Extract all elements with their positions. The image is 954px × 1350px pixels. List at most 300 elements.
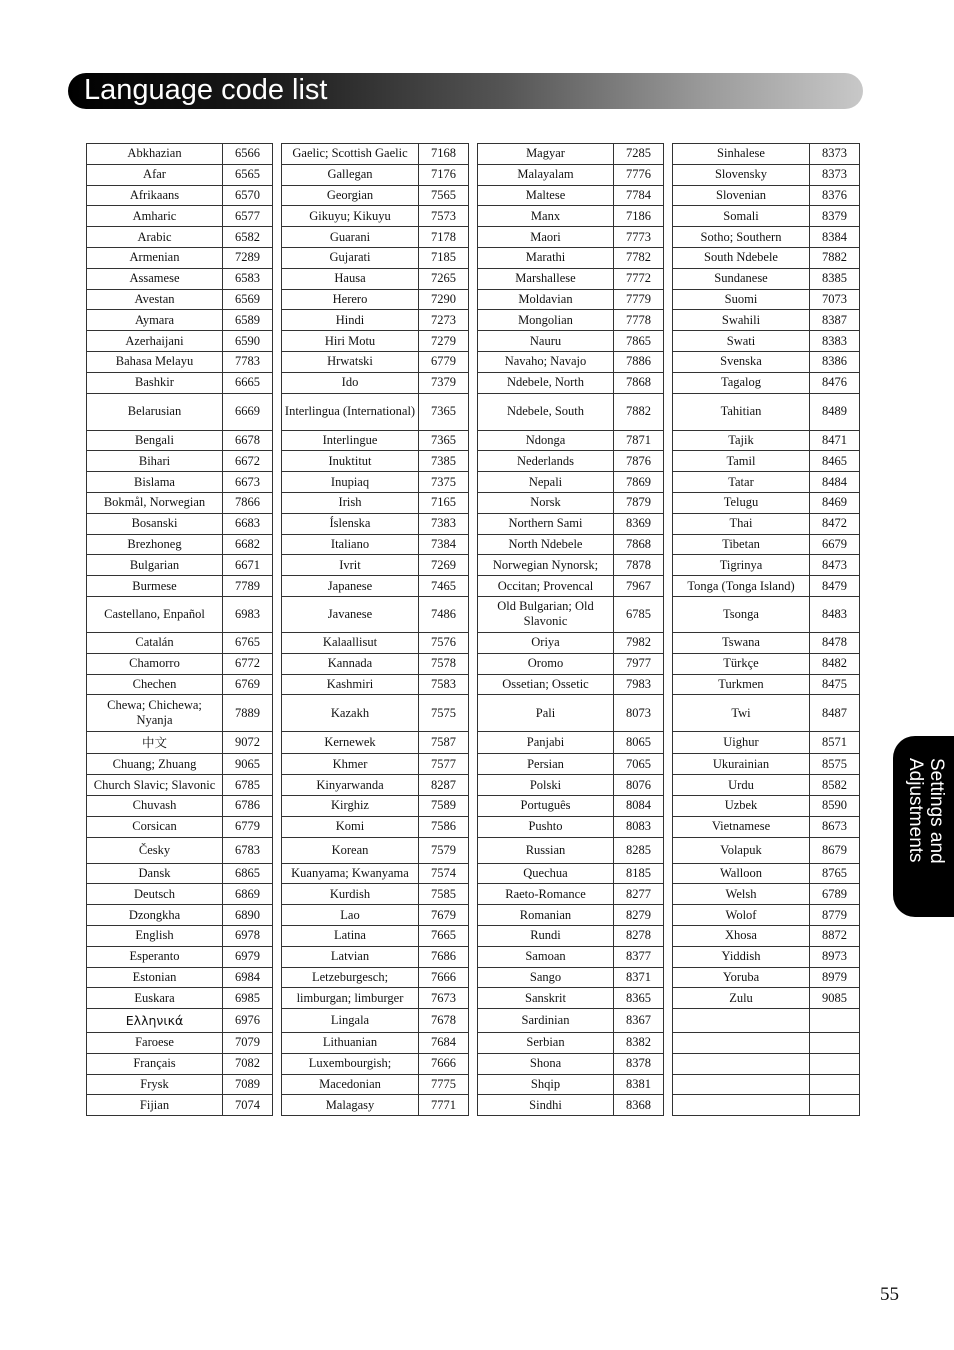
language-code: 6683 <box>223 514 273 534</box>
language-name: Samoan <box>478 947 614 967</box>
language-name: Burmese <box>87 576 223 596</box>
language-code: 8383 <box>810 331 860 351</box>
language-name: Turkmen <box>673 675 810 695</box>
language-name: Twi <box>673 695 810 731</box>
language-code: 8489 <box>810 394 860 430</box>
table-row <box>478 597 664 633</box>
language-name: Georgian <box>282 186 419 206</box>
table-row <box>673 394 860 431</box>
table-row <box>478 1075 664 1096</box>
language-name: Avestan <box>87 290 223 310</box>
language-code: 7879 <box>614 493 664 513</box>
table-row <box>282 451 469 472</box>
language-code: 7384 <box>419 535 469 555</box>
table-row <box>87 597 273 633</box>
language-name: Latvian <box>282 947 419 967</box>
language-code: 7583 <box>419 675 469 695</box>
language-name: Afar <box>87 165 223 185</box>
table-row <box>478 1095 664 1116</box>
language-name: Amharic <box>87 206 223 226</box>
language-name: Komi <box>282 817 419 837</box>
language-name: Marathi <box>478 248 614 268</box>
table-row <box>478 394 664 431</box>
language-code: 7365 <box>419 431 469 451</box>
language-code: 7684 <box>419 1033 469 1053</box>
table-row <box>87 884 273 905</box>
table-row <box>478 331 664 352</box>
language-code: 8478 <box>810 633 860 653</box>
language-code: 8076 <box>614 775 664 795</box>
language-name: Tagalog <box>673 373 810 393</box>
table-row <box>673 331 860 352</box>
language-name: Magyar <box>478 144 614 164</box>
table-row <box>87 248 273 269</box>
language-code: 8368 <box>614 1095 664 1115</box>
table-row <box>673 926 860 947</box>
language-code: 8465 <box>810 451 860 471</box>
language-name: Castellano, Enpañol <box>87 597 223 632</box>
language-name: Bengali <box>87 431 223 451</box>
language-name: Kirghiz <box>282 796 419 816</box>
table-row <box>87 968 273 989</box>
language-name: Afrikaans <box>87 186 223 206</box>
language-code: 7574 <box>419 864 469 884</box>
language-name: Serbian <box>478 1033 614 1053</box>
table-row <box>282 1095 469 1116</box>
language-name: Swati <box>673 331 810 351</box>
table-row <box>87 633 273 654</box>
language-name <box>673 1033 810 1053</box>
language-code: 7772 <box>614 269 664 289</box>
table-row <box>673 373 860 394</box>
table-row <box>673 576 860 597</box>
language-name <box>673 1009 810 1032</box>
language-name: limburgan; limburger <box>282 988 419 1008</box>
language-name: Česky <box>87 838 223 863</box>
language-code: 8575 <box>810 754 860 774</box>
language-code: 7587 <box>419 732 469 753</box>
language-name: Chechen <box>87 675 223 695</box>
table-row <box>282 394 469 431</box>
language-name: Chuvash <box>87 796 223 816</box>
language-code: 8590 <box>810 796 860 816</box>
table-row <box>87 695 273 732</box>
language-code: 7771 <box>419 1095 469 1115</box>
table-row <box>87 144 273 165</box>
language-code <box>810 1033 860 1053</box>
language-name: Sango <box>478 968 614 988</box>
language-name: Aymara <box>87 310 223 330</box>
language-name: Slovenian <box>673 186 810 206</box>
language-name: Ivrit <box>282 555 419 575</box>
language-code: 7273 <box>419 310 469 330</box>
table-row <box>478 576 664 597</box>
table-row <box>87 947 273 968</box>
language-code: 8385 <box>810 269 860 289</box>
table-row <box>87 1075 273 1096</box>
language-name: Khmer <box>282 754 419 774</box>
language-code: 8367 <box>614 1009 664 1032</box>
language-name: Lingala <box>282 1009 419 1032</box>
table-row <box>478 1033 664 1054</box>
language-code: 7265 <box>419 269 469 289</box>
language-code: 6669 <box>223 394 273 430</box>
table-row <box>87 227 273 248</box>
language-code: 7575 <box>419 695 469 731</box>
language-code: 7783 <box>223 352 273 372</box>
language-code: 7375 <box>419 472 469 492</box>
table-row <box>87 1095 273 1116</box>
language-code: 7185 <box>419 248 469 268</box>
language-code: 7784 <box>614 186 664 206</box>
language-code: 8083 <box>614 817 664 837</box>
table-row <box>478 514 664 535</box>
language-code: 9065 <box>223 754 273 774</box>
table-row <box>673 1009 860 1033</box>
table-row <box>87 352 273 373</box>
table-row <box>282 206 469 227</box>
language-code: 6672 <box>223 451 273 471</box>
table-row <box>87 431 273 452</box>
table-row <box>478 472 664 493</box>
language-name: Gallegan <box>282 165 419 185</box>
language-name: Kinyarwanda <box>282 775 419 795</box>
language-code: 8369 <box>614 514 664 534</box>
language-code: 6869 <box>223 884 273 904</box>
table-row <box>282 373 469 394</box>
language-name: Northern Sami <box>478 514 614 534</box>
language-code: 8382 <box>614 1033 664 1053</box>
language-code: 7586 <box>419 817 469 837</box>
language-name: Pali <box>478 695 614 731</box>
language-code: 8373 <box>810 165 860 185</box>
table-row <box>282 988 469 1009</box>
table-row <box>478 732 664 754</box>
language-name: Japanese <box>282 576 419 596</box>
language-name: Javanese <box>282 597 419 632</box>
language-code: 6865 <box>223 864 273 884</box>
language-code: 7577 <box>419 754 469 774</box>
language-name: Guarani <box>282 227 419 247</box>
table-row <box>478 1009 664 1033</box>
language-name: Thai <box>673 514 810 534</box>
table-row <box>87 838 273 864</box>
table-row <box>673 310 860 331</box>
language-code: 7486 <box>419 597 469 632</box>
table-row <box>87 864 273 885</box>
table-row <box>282 431 469 452</box>
language-name: Sanskrit <box>478 988 614 1008</box>
table-row <box>282 817 469 838</box>
language-name: Korean <box>282 838 419 863</box>
language-code: 8979 <box>810 968 860 988</box>
language-code: 7882 <box>614 394 664 430</box>
language-code: 8073 <box>614 695 664 731</box>
table-row <box>673 732 860 754</box>
table-row <box>478 206 664 227</box>
language-name: Kurdish <box>282 884 419 904</box>
language-name: Church Slavic; Slavonic <box>87 775 223 795</box>
language-name: Xhosa <box>673 926 810 946</box>
language-code: 8484 <box>810 472 860 492</box>
language-code: 6985 <box>223 988 273 1008</box>
language-name: Tigrinya <box>673 555 810 575</box>
language-name: Hausa <box>282 269 419 289</box>
language-code: 7967 <box>614 576 664 596</box>
table-row <box>282 269 469 290</box>
language-code: 6978 <box>223 926 273 946</box>
language-code: 7065 <box>614 754 664 774</box>
language-code: 6984 <box>223 968 273 988</box>
language-name: Tsonga <box>673 597 810 632</box>
table-row <box>282 1033 469 1054</box>
table-row <box>282 754 469 775</box>
language-code: 8679 <box>810 838 860 863</box>
language-name: Fijian <box>87 1095 223 1115</box>
language-name: Manx <box>478 206 614 226</box>
language-code: 6979 <box>223 947 273 967</box>
language-name: Slovensky <box>673 165 810 185</box>
language-code: 8377 <box>614 947 664 967</box>
table-row <box>282 796 469 817</box>
language-name: Sindhi <box>478 1095 614 1115</box>
language-code: 7865 <box>614 331 664 351</box>
table-row <box>87 472 273 493</box>
language-code: 6569 <box>223 290 273 310</box>
language-name: Kuanyama; Kwanyama <box>282 864 419 884</box>
language-name: Tswana <box>673 633 810 653</box>
language-code: 6671 <box>223 555 273 575</box>
language-code: 7082 <box>223 1054 273 1074</box>
language-code: 6682 <box>223 535 273 555</box>
language-name: Sardinian <box>478 1009 614 1032</box>
language-name: Belarusian <box>87 394 223 430</box>
language-name: Tibetan <box>673 535 810 555</box>
language-name: Bihari <box>87 451 223 471</box>
language-code: 7871 <box>614 431 664 451</box>
language-name: South Ndebele <box>673 248 810 268</box>
language-name: Letzeburgesch; <box>282 968 419 988</box>
language-name: Wolof <box>673 905 810 925</box>
language-name: Oriya <box>478 633 614 653</box>
language-code: 6769 <box>223 675 273 695</box>
language-name: Norsk <box>478 493 614 513</box>
language-name: Interlingue <box>282 431 419 451</box>
language-code: 8279 <box>614 905 664 925</box>
table-row <box>673 352 860 373</box>
language-code: 7982 <box>614 633 664 653</box>
language-name: Lithuanian <box>282 1033 419 1053</box>
table-row <box>478 675 664 696</box>
language-code: 7565 <box>419 186 469 206</box>
language-code: 8376 <box>810 186 860 206</box>
table-row <box>673 675 860 696</box>
table-row <box>673 269 860 290</box>
language-name: Italiano <box>282 535 419 555</box>
language-code: 7775 <box>419 1075 469 1095</box>
table-row <box>282 775 469 796</box>
language-code: 6673 <box>223 472 273 492</box>
language-code: 7866 <box>223 493 273 513</box>
language-name: Estonian <box>87 968 223 988</box>
table-row <box>478 775 664 796</box>
language-name: Brezhoneg <box>87 535 223 555</box>
table-row <box>87 654 273 675</box>
language-code: 7379 <box>419 373 469 393</box>
language-name <box>673 1075 810 1095</box>
language-code: 7679 <box>419 905 469 925</box>
table-row <box>673 248 860 269</box>
language-name: Tahitian <box>673 394 810 430</box>
table-row <box>87 269 273 290</box>
table-row <box>87 290 273 311</box>
table-row <box>478 796 664 817</box>
table-row <box>282 535 469 556</box>
language-code: 6583 <box>223 269 273 289</box>
table-row <box>282 248 469 269</box>
language-name: Kazakh <box>282 695 419 731</box>
table-row <box>87 675 273 696</box>
language-code: 8479 <box>810 576 860 596</box>
language-name: Tamil <box>673 451 810 471</box>
language-code: 8487 <box>810 695 860 731</box>
language-name: Yoruba <box>673 968 810 988</box>
table-row <box>478 269 664 290</box>
language-name: Íslenska <box>282 514 419 534</box>
language-name: Mongolian <box>478 310 614 330</box>
language-name: Assamese <box>87 269 223 289</box>
language-name: Français <box>87 1054 223 1074</box>
language-code: 7666 <box>419 968 469 988</box>
table-row <box>87 576 273 597</box>
language-name: Kannada <box>282 654 419 674</box>
language-name: Maltese <box>478 186 614 206</box>
language-code: 7089 <box>223 1075 273 1095</box>
language-code: 7889 <box>223 695 273 731</box>
language-name: Panjabi <box>478 732 614 753</box>
table-row <box>282 732 469 754</box>
language-name: Kalaallisut <box>282 633 419 653</box>
table-row <box>87 555 273 576</box>
language-code: 7383 <box>419 514 469 534</box>
language-code: 7290 <box>419 290 469 310</box>
table-row <box>282 352 469 373</box>
language-code: 7886 <box>614 352 664 372</box>
language-name: Herero <box>282 290 419 310</box>
language-name: Malagasy <box>282 1095 419 1115</box>
table-row <box>87 1033 273 1054</box>
language-name: Walloon <box>673 864 810 884</box>
table-row <box>673 206 860 227</box>
table-row <box>87 732 273 754</box>
language-name: Tatar <box>673 472 810 492</box>
language-code: 8469 <box>810 493 860 513</box>
table-row <box>478 165 664 186</box>
table-row <box>282 165 469 186</box>
language-name: Somali <box>673 206 810 226</box>
table-row <box>87 514 273 535</box>
language-name: Hiri Motu <box>282 331 419 351</box>
language-name: 中文 <box>87 732 223 753</box>
language-code: 6983 <box>223 597 273 632</box>
language-code <box>810 1095 860 1115</box>
table-row <box>478 817 664 838</box>
language-name: Romanian <box>478 905 614 925</box>
language-code: 6785 <box>614 597 664 632</box>
language-code: 7385 <box>419 451 469 471</box>
language-name: Bashkir <box>87 373 223 393</box>
table-row <box>282 905 469 926</box>
language-name: Azerhaijani <box>87 331 223 351</box>
table-row <box>282 838 469 864</box>
table-row <box>478 144 664 165</box>
table-row <box>478 754 664 775</box>
table-row <box>673 884 860 905</box>
language-code: 7578 <box>419 654 469 674</box>
language-code: 7782 <box>614 248 664 268</box>
language-code: 8373 <box>810 144 860 164</box>
language-code: 7678 <box>419 1009 469 1032</box>
table-row <box>478 352 664 373</box>
language-code: 7773 <box>614 227 664 247</box>
language-name: Ido <box>282 373 419 393</box>
table-row <box>478 926 664 947</box>
language-code: 8482 <box>810 654 860 674</box>
language-code: 8472 <box>810 514 860 534</box>
language-code: 7666 <box>419 1054 469 1074</box>
language-name: Armenian <box>87 248 223 268</box>
language-name <box>673 1095 810 1115</box>
language-code: 6786 <box>223 796 273 816</box>
table-row <box>282 331 469 352</box>
table-row <box>87 535 273 556</box>
language-code: 7289 <box>223 248 273 268</box>
language-code: 6566 <box>223 144 273 164</box>
table-row <box>87 451 273 472</box>
table-row <box>282 514 469 535</box>
language-code: 8065 <box>614 732 664 753</box>
language-name: Volapuk <box>673 838 810 863</box>
table-row <box>478 535 664 556</box>
language-name: Macedonian <box>282 1075 419 1095</box>
table-row <box>282 864 469 885</box>
language-name: Shona <box>478 1054 614 1074</box>
table-row <box>673 947 860 968</box>
language-code: 8571 <box>810 732 860 753</box>
table-row <box>478 947 664 968</box>
language-code: 8483 <box>810 597 860 632</box>
language-name: Bislama <box>87 472 223 492</box>
language-name: Bahasa Melayu <box>87 352 223 372</box>
language-code: 6577 <box>223 206 273 226</box>
table-row <box>87 905 273 926</box>
language-code: 7983 <box>614 675 664 695</box>
language-code: 8384 <box>810 227 860 247</box>
language-code: 7869 <box>614 472 664 492</box>
table-row <box>282 472 469 493</box>
language-code: 8386 <box>810 352 860 372</box>
table-row <box>478 555 664 576</box>
table-row <box>478 186 664 207</box>
language-code: 8476 <box>810 373 860 393</box>
language-code: 7168 <box>419 144 469 164</box>
language-name: Inuktitut <box>282 451 419 471</box>
language-code: 7579 <box>419 838 469 863</box>
language-code: 7285 <box>614 144 664 164</box>
language-code: 6665 <box>223 373 273 393</box>
language-code: 7878 <box>614 555 664 575</box>
language-name: Tonga (Tonga Island) <box>673 576 810 596</box>
